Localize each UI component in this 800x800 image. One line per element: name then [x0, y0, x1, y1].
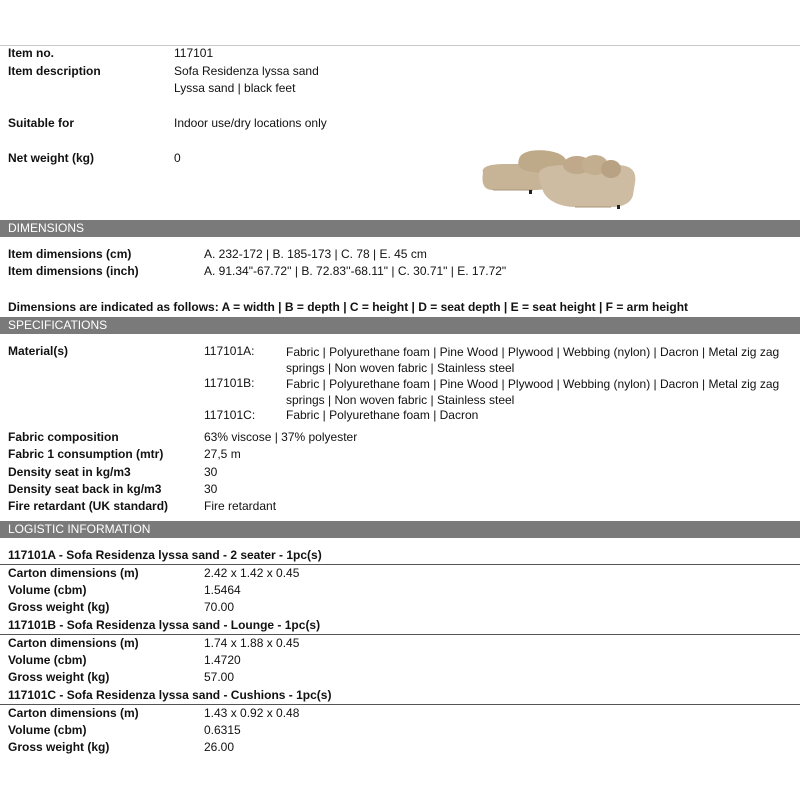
suitable-for-value: Indoor use/dry locations only	[174, 116, 327, 130]
dimensions-legend-note: Dimensions are indicated as follows: A = width | B = depth | C = height | D = seat depth | E = seat height | F = arm height	[8, 300, 689, 314]
item-no-label: Item no.	[8, 46, 55, 60]
density-seat-label: Density seat in kg/m3	[8, 465, 131, 479]
dimensions-inch-value: A. 91.34"-67.72'' | B. 72.83''-68.11" | C. 30.71" | E. 17.72"	[204, 264, 507, 278]
logistic-section-header: LOGISTIC INFORMATION	[0, 521, 800, 538]
fabric-composition-value: 63% viscose | 37% polyester	[204, 430, 358, 444]
suitable-for-label: Suitable for	[8, 116, 75, 130]
material-text-b: Fabric | Polyurethane foam | Pine Wood | Plywood | Webbing (nylon) | Dacron | Metal zig zag springs | Non woven fabric | Stainless steel	[286, 377, 780, 407]
item-no-value: 117101	[174, 46, 214, 60]
density-seat-back-value: 30	[204, 482, 218, 496]
package-b-gross-label: Gross weight (kg)	[8, 670, 110, 684]
package-a-gross-value: 70.00	[204, 600, 235, 614]
product-image	[475, 145, 640, 215]
package-a-carton-label: Carton dimensions (m)	[8, 566, 139, 580]
dimensions-cm-label: Item dimensions (cm)	[8, 247, 132, 261]
material-code-c: 117101C:	[204, 408, 256, 422]
package-b-volume-value: 1.4720	[204, 653, 241, 667]
material-text-c: Fabric | Polyurethane foam | Dacron	[286, 408, 479, 422]
package-b-divider	[0, 634, 800, 635]
density-seat-value: 30	[204, 465, 218, 479]
package-c-carton-label: Carton dimensions (m)	[8, 706, 139, 720]
item-description-label: Item description	[8, 64, 101, 78]
package-c-volume-value: 0.6315	[204, 723, 241, 737]
sofa-illustration	[482, 150, 635, 209]
density-seat-back-label: Density seat back in kg/m3	[8, 482, 162, 496]
item-description-line2: Lyssa sand | black feet	[174, 81, 296, 95]
net-weight-label: Net weight (kg)	[8, 151, 94, 165]
package-b-carton-value: 1.74 x 1.88 x 0.45	[204, 636, 300, 650]
package-a-gross-label: Gross weight (kg)	[8, 600, 110, 614]
package-a-divider	[0, 564, 800, 565]
top-divider	[0, 45, 800, 46]
specifications-section-header: SPECIFICATIONS	[0, 317, 800, 334]
item-description-line1: Sofa Residenza lyssa sand	[174, 64, 319, 78]
package-a-volume-value: 1.5464	[204, 583, 241, 597]
package-b-carton-label: Carton dimensions (m)	[8, 636, 139, 650]
package-a-carton-value: 2.42 x 1.42 x 0.45	[204, 566, 300, 580]
material-code-a: 117101A:	[204, 344, 255, 358]
package-a-title: 117101A - Sofa Residenza lyssa sand - 2 seater - 1pc(s)	[8, 548, 322, 562]
package-b-title: 117101B - Sofa Residenza lyssa sand - Lounge - 1pc(s)	[8, 618, 321, 632]
fabric-consumption-label: Fabric 1 consumption (mtr)	[8, 447, 164, 461]
fire-retardant-value: Fire retardant	[204, 499, 277, 513]
dimensions-inch-label: Item dimensions (inch)	[8, 264, 139, 278]
package-b-gross-value: 57.00	[204, 670, 235, 684]
material-text-a: Fabric | Polyurethane foam | Pine Wood | Plywood | Webbing (nylon) | Dacron | Metal zig zag springs | Non woven fabric | Stainless steel	[286, 345, 780, 375]
net-weight-value: 0	[174, 151, 181, 165]
fire-retardant-label: Fire retardant (UK standard)	[8, 499, 169, 513]
fabric-consumption-value: 27,5 m	[204, 447, 241, 461]
material-code-b: 117101B:	[204, 376, 255, 390]
package-a-volume-label: Volume (cbm)	[8, 583, 87, 597]
dimensions-cm-value: A. 232-172 | B. 185-173 | C. 78 | E. 45 cm	[204, 247, 427, 261]
package-c-carton-value: 1.43 x 0.92 x 0.48	[204, 706, 300, 720]
package-b-volume-label: Volume (cbm)	[8, 653, 87, 667]
package-c-divider	[0, 704, 800, 705]
package-c-gross-label: Gross weight (kg)	[8, 740, 110, 754]
package-c-title: 117101C - Sofa Residenza lyssa sand - Cushions - 1pc(s)	[8, 688, 332, 702]
materials-label: Material(s)	[8, 344, 69, 358]
dimensions-section-header: DIMENSIONS	[0, 220, 800, 237]
package-c-volume-label: Volume (cbm)	[8, 723, 87, 737]
fabric-composition-label: Fabric composition	[8, 430, 119, 444]
package-c-gross-value: 26.00	[204, 740, 235, 754]
